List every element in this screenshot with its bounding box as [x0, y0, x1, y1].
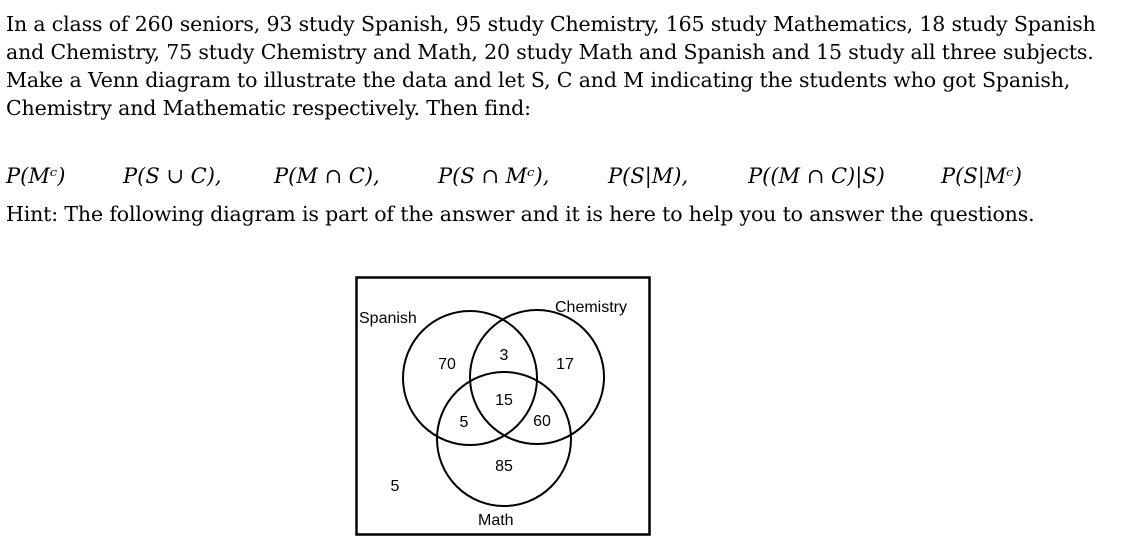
venn-diagram: [355, 276, 651, 536]
query-p-s-intersect-m-complement: P(S ∩ Mᶜ),: [438, 164, 550, 188]
problem-text: In a class of 260 seniors, 93 study Spanish, 95 study Chemistry, 165 study Mathematics, 18 study Spanish and Chemistry, 75 study Chemistry and Math, 20 study Math and Spanish and 15 study all three subjects. Make a Venn diagram to illustrate the data and let S, C and M indicating the students who got Spanish, Chemistry and Mathematic respectively. Then find:: [6, 12, 1096, 120]
region-spanish-only: 70: [438, 356, 456, 373]
query-p-m-intersect-c: P(M ∩ C),: [274, 164, 380, 188]
query-p-s-given-m: P(S|M),: [608, 164, 689, 188]
region-outside: 5: [390, 478, 400, 495]
region-math-only: 85: [495, 458, 513, 475]
math-label: Math: [478, 512, 514, 529]
query-p-m-complement: P(Mᶜ): [6, 164, 66, 188]
problem-statement: [6, 10, 1126, 122]
region-spanish-chemistry-only: 3: [499, 347, 509, 364]
query-p-s-union-c: P(S ∪ C),: [123, 164, 222, 188]
query-p-mc-given-s: P((M ∩ C)|S): [748, 164, 885, 188]
region-spanish-math-only: 5: [459, 414, 469, 431]
spanish-label: Spanish: [359, 310, 417, 327]
region-all-three: 15: [495, 392, 513, 409]
query-p-s-given-m-complement: P(S|Mᶜ): [941, 164, 1022, 188]
hint-text: Hint: The following diagram is part of the answer and it is here to help you to answer the questions.: [6, 202, 1035, 226]
chemistry-label: Chemistry: [555, 299, 628, 316]
region-chemistry-only: 17: [556, 356, 574, 373]
venn-svg: [355, 276, 651, 536]
probability-queries: [6, 164, 1126, 194]
region-chemistry-math-only: 60: [533, 413, 551, 430]
